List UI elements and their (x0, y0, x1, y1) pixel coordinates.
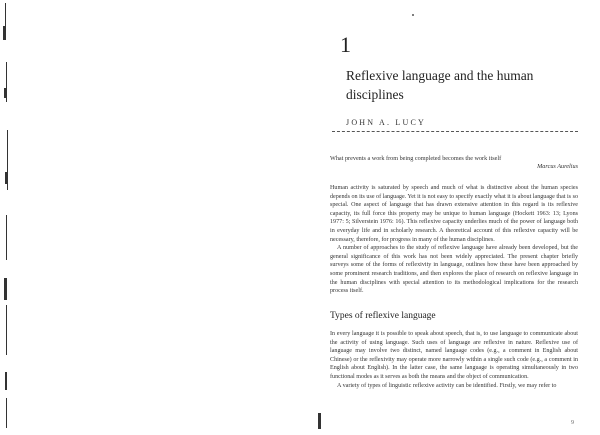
paragraph: A number of approaches to the study of reflexive language have already been developed, but the general significance of this work has not been widely appreciated. The present chapter briefly surveys some of the forms of reflexivity in language, outlines how these have been approached by some prominent research traditions, and then explores the place of research on reflexive language in the human disciplines with special attention to its methodological implications for the research process itself. (330, 245, 578, 295)
scan-speck (412, 14, 414, 16)
epigraph-quote: What prevents a work from being completed becomes the work itself (330, 155, 502, 162)
chapter-number: 1 (340, 32, 351, 57)
intro-text (330, 184, 578, 296)
epigraph-attribution: Marcus Aurelius (537, 163, 578, 171)
page-number: 9 (571, 420, 574, 426)
paragraph: A variety of types of linguistic reflexive activity can be identified. Firstly, we may refer to (337, 382, 557, 389)
section-text (330, 330, 578, 390)
epigraph (330, 155, 578, 172)
section-heading: Types of reflexive language (330, 311, 436, 321)
chapter-author: JOHN A. LUCY (346, 118, 426, 127)
chapter-title: Reflexive language and the human disciplines (346, 68, 534, 102)
scan-artifact-mark (318, 413, 321, 429)
title-rule (332, 131, 578, 134)
paragraph: In every language it is possible to speak about speech, that is, to use language to communicate about the activity of using language. Such uses of language are reflexive in nature. Reflexive use of language may involve two distinct, named language codes (e.g., a comment in English about Chinese) or the reflexivity may operate more narrowly within a single such code (e.g., a comment in English about English). In the latter case, the same language is operating simultaneously in two functional modes as it serves as both the means and the object of communication. (330, 331, 578, 380)
paragraph: Human activity is saturated by speech and much of what is distinctive about the human species depends on its use of language. Yet it is not easy to specify exactly what it is about language that is so special. One aspect of language that has drawn extensive attention in this regard is its reflexive capacity, its full force this property may be unique to human language (Hockett 1963: 13; Lyons 1977: 5; Silverstein 1976: 16). This reflexive capacity underlies much of the power of language both in everyday life and in scholarly research. A theoretical account of this reflexive capacity will be necessary, therefore, for progress in many of the human disciplines. (330, 185, 578, 243)
scan-gutter-artifact (0, 0, 14, 435)
